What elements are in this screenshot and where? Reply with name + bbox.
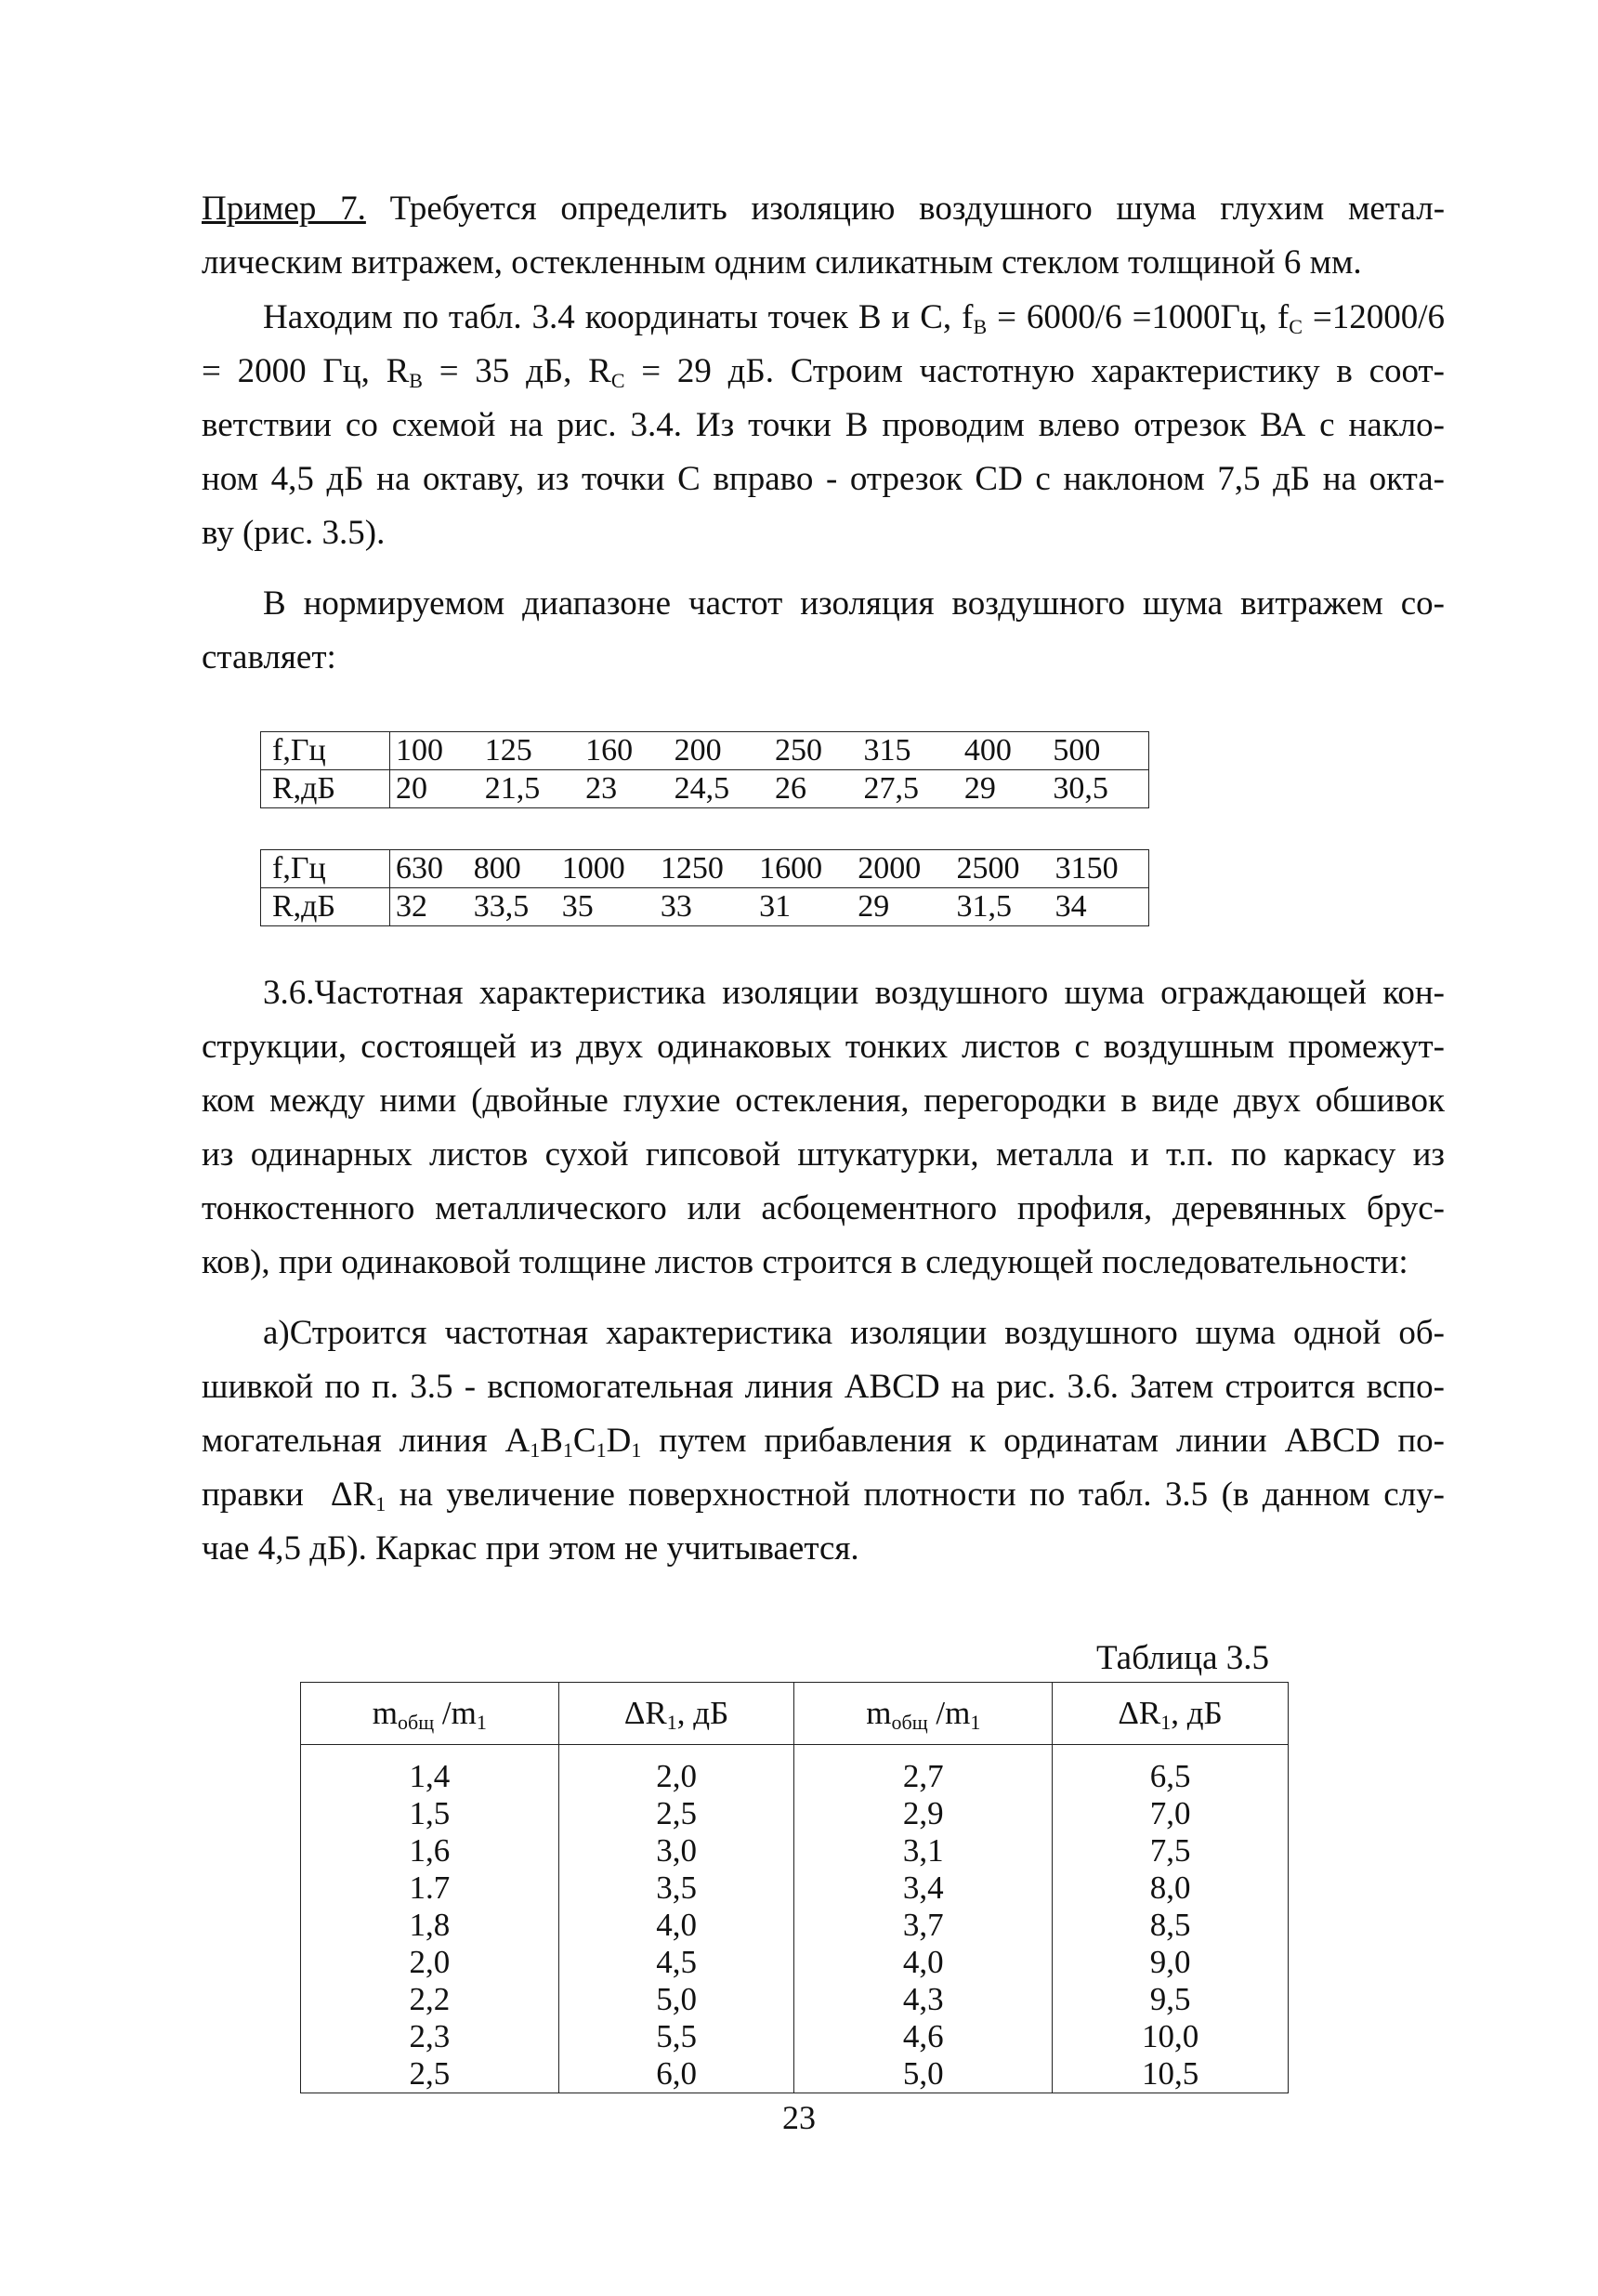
para-line: ков), при одинаковой толщине листов строится в следующей последовательности: — [202, 1243, 1408, 1281]
table-cell: 20 — [390, 770, 479, 808]
table-cell: 250 — [769, 732, 858, 770]
para-line: 3.6.Частотная характеристика изоляции воздушного шума ограждающей кон- — [263, 974, 1445, 1012]
table-cell: 2,5 — [301, 2055, 559, 2093]
table-title: Таблица 3.5 — [1096, 1639, 1269, 1677]
table-cell: 30,5 — [1047, 770, 1148, 808]
paragraph-section-3-6 — [202, 966, 1445, 1290]
table-cell: 100 — [390, 732, 479, 770]
table-header-row — [301, 1683, 1289, 1745]
table-cell: 2500 — [950, 850, 1049, 888]
table-row — [301, 1981, 1289, 2018]
table-cell: 8,5 — [1053, 1907, 1289, 1944]
table-cell: 29 — [852, 888, 950, 926]
table-cell: 5,0 — [794, 2055, 1053, 2093]
table-row — [301, 1745, 1289, 1796]
table-cell: 21,5 — [479, 770, 580, 808]
table-cell: 2,2 — [301, 1981, 559, 2018]
row-label: R,дБ — [261, 888, 390, 926]
table-cell: 3,0 — [558, 1832, 794, 1870]
table-cell: 125 — [479, 732, 580, 770]
table-cell: 9,0 — [1053, 1944, 1289, 1981]
table-row — [261, 732, 1149, 770]
table-cell: 160 — [580, 732, 668, 770]
example-label: Пример 7. — [202, 190, 366, 228]
column-header: $m_{общ}$ $/m_1$ — [794, 1683, 1053, 1745]
table-cell: 2,7 — [794, 1745, 1053, 1796]
frequency-table-2 — [260, 849, 1149, 926]
table-row — [301, 2018, 1289, 2055]
para-line: ву (рис. 3.5). — [202, 514, 386, 552]
table-cell: 1.7 — [301, 1870, 559, 1907]
row-label: R,дБ — [261, 770, 390, 808]
table-row — [261, 770, 1149, 808]
para-line: чае 4,5 дБ). Каркас при этом не учитывается. — [202, 1529, 859, 1568]
para-line: ветствии со схемой на рис. 3.4. Из точки В проводим влево отрезок ВА с накло- — [202, 406, 1445, 444]
table-cell: 4,0 — [558, 1907, 794, 1944]
table-cell: 9,5 — [1053, 1981, 1289, 2018]
para-line: из одинарных листов сухой гипсовой штукатурки, металла и т.п. по каркасу из — [202, 1135, 1445, 1174]
table-cell: 1,4 — [301, 1745, 559, 1796]
table-cell: 1250 — [655, 850, 753, 888]
table-cell: 27,5 — [858, 770, 958, 808]
table-cell: 4,5 — [558, 1944, 794, 1981]
table-row — [301, 1832, 1289, 1870]
table-cell: 8,0 — [1053, 1870, 1289, 1907]
table-cell: 315 — [858, 732, 958, 770]
table-cell: 1,8 — [301, 1907, 559, 1944]
table-cell: 34 — [1050, 888, 1149, 926]
table-cell: 33 — [655, 888, 753, 926]
table-cell: 3,7 — [794, 1907, 1053, 1944]
table-cell: 35 — [557, 888, 655, 926]
column-header: $\Delta R_1$, дБ — [1053, 1683, 1289, 1745]
table-cell: 10,5 — [1053, 2055, 1289, 2093]
row-label: f,Гц — [261, 732, 390, 770]
table-row — [301, 2055, 1289, 2093]
frequency-table-1 — [260, 731, 1149, 808]
para-line: В нормируемом диапазоне частот изоляция воздушного шума витражем со- — [263, 584, 1445, 623]
table-cell: 2,3 — [301, 2018, 559, 2055]
table-cell: 3,1 — [794, 1832, 1053, 1870]
table-row — [301, 1944, 1289, 1981]
table-cell: 800 — [468, 850, 557, 888]
table-cell: 26 — [769, 770, 858, 808]
table-cell: 6,0 — [558, 2055, 794, 2093]
para-line: = 2000 Гц, $R_B = 35$ дБ, $R_C = 29$ дБ. Строим частотную характеристику в соот- — [202, 352, 1445, 392]
page-number: 23 — [782, 2099, 816, 2136]
table-row — [261, 888, 1149, 926]
table-cell: 2,9 — [794, 1795, 1053, 1832]
table-cell: 5,5 — [558, 2018, 794, 2055]
para-line: лическим витражем, остекленным одним силикатным стеклом толщиной 6 мм. — [202, 243, 1362, 282]
table-cell: 2,5 — [558, 1795, 794, 1832]
table-cell: 24,5 — [669, 770, 769, 808]
table-cell: 3,4 — [794, 1870, 1053, 1907]
table-cell: 4,0 — [794, 1944, 1053, 1981]
table-cell: 1000 — [557, 850, 655, 888]
para-line: тонкостенного металлического или асбоцементного профиля, деревянных брус- — [202, 1189, 1445, 1227]
table-row — [301, 1795, 1289, 1832]
table-cell: 200 — [669, 732, 769, 770]
para-line: а)Строится частотная характеристика изоляции воздушного шума одной об- — [263, 1314, 1445, 1352]
table-cell: 1,5 — [301, 1795, 559, 1832]
table-cell: 3150 — [1050, 850, 1149, 888]
paragraph-example-7 — [202, 182, 1445, 290]
table-cell: 6,5 — [1053, 1745, 1289, 1796]
table-cell: 23 — [580, 770, 668, 808]
table-3-5 — [300, 1682, 1289, 2093]
table-cell: 4,6 — [794, 2018, 1053, 2055]
para-line: шивкой по п. 3.5 - вспомогательная линия ABCD на рис. 3.6. Затем строится вспо- — [202, 1368, 1445, 1406]
table-row — [301, 1907, 1289, 1944]
para-line: Пример 7. Требуется определить изоляцию воздушного шума глухим метал- — [202, 190, 1446, 228]
para-line: ном 4,5 дБ на октаву, из точки С вправо - отрезок CD с наклоном 7,5 дБ на окта- — [202, 460, 1445, 498]
para-line: правки $\Delta R_1$ на увеличение поверхностной плотности по табл. 3.5 (в данном слу- — [202, 1476, 1445, 1515]
table-row — [261, 850, 1149, 888]
para-line: Находим по табл. 3.4 координаты точек В и С, $f_B = 6000/6 =1000Гц$, $f_C =12000/6$ — [263, 298, 1445, 338]
table-cell: 1600 — [753, 850, 852, 888]
para-line: ставляет: — [202, 638, 336, 676]
column-header: $\Delta R_1$, дБ — [558, 1683, 794, 1745]
table-row — [301, 1870, 1289, 1907]
table-cell: 1,6 — [301, 1832, 559, 1870]
table-cell: 32 — [390, 888, 468, 926]
paragraph-step-a — [202, 1306, 1445, 1576]
table-cell: 3,5 — [558, 1870, 794, 1907]
para-line: могательная линия $A_1B_1C_1D_1$ путем прибавления к ординатам линии ABCD по- — [202, 1422, 1445, 1462]
table-cell: 29 — [959, 770, 1047, 808]
table-cell: 4,3 — [794, 1981, 1053, 2018]
table-cell: 10,0 — [1053, 2018, 1289, 2055]
table-cell: 31,5 — [950, 888, 1049, 926]
table-cell: 400 — [959, 732, 1047, 770]
table-cell: 5,0 — [558, 1981, 794, 2018]
table-cell: 2,0 — [301, 1944, 559, 1981]
para-line: ком между ними (двойные глухие остекления, перегородки в виде двух обшивок — [202, 1082, 1445, 1120]
table-cell: 2000 — [852, 850, 950, 888]
table-cell: 2,0 — [558, 1745, 794, 1796]
table-cell: 7,5 — [1053, 1832, 1289, 1870]
paragraph-normed-range — [202, 577, 1445, 685]
table-cell: 500 — [1047, 732, 1148, 770]
table-cell: 7,0 — [1053, 1795, 1289, 1832]
table-body — [301, 1745, 1289, 2093]
table-cell: 31 — [753, 888, 852, 926]
table-cell: 630 — [390, 850, 468, 888]
column-header: $m_{общ}$ $/m_1$ — [301, 1683, 559, 1745]
paragraph-find-coordinates — [202, 291, 1445, 560]
para-line: струкции, состоящей из двух одинаковых тонких листов с воздушным промежут- — [202, 1028, 1445, 1066]
table-cell: 33,5 — [468, 888, 557, 926]
row-label: f,Гц — [261, 850, 390, 888]
